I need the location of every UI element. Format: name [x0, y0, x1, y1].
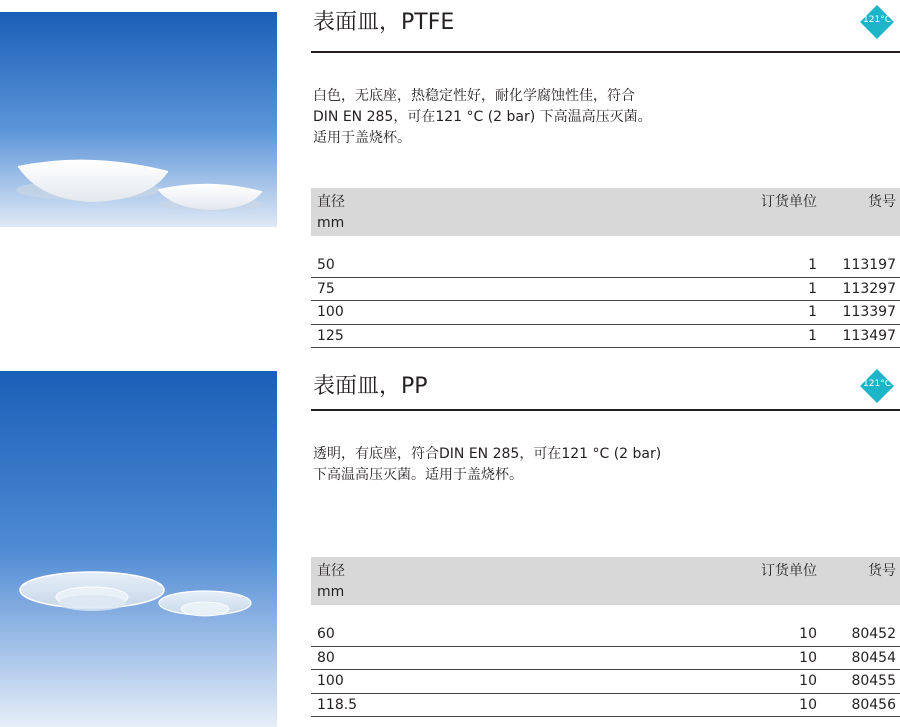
cell-diameter: 75 [317, 280, 335, 297]
header-catalog-number: 货号 [868, 563, 896, 579]
cell-diameter: 60 [317, 626, 335, 642]
table-row [311, 623, 900, 647]
header-unit: mm [317, 584, 345, 600]
cell-catalog-number: 113297 [842, 280, 896, 297]
description-line: DIN EN 285，可在121 °C (2 bar) 下高温高压灭菌。 [313, 109, 652, 125]
cell-diameter: 80 [317, 649, 335, 666]
header-order-unit: 订货单位 [761, 194, 817, 210]
cell-catalog-number: 113197 [842, 257, 896, 273]
product-photo-ptfe [0, 12, 277, 227]
cell-order-unit: 1 [808, 257, 817, 273]
product-table-body [311, 623, 900, 717]
product-table-body [311, 254, 900, 348]
title-divider [311, 409, 900, 411]
table-header [311, 188, 900, 236]
table-row [311, 325, 900, 349]
description-line: 透明，有底座，符合DIN EN 285，可在121 °C (2 bar) [313, 446, 662, 462]
table-row [311, 647, 900, 671]
description-line: 白色，无底座，热稳定性好，耐化学腐蚀性佳，符合 [313, 88, 635, 104]
cell-diameter: 100 [317, 673, 344, 689]
cell-catalog-number: 80452 [851, 626, 896, 642]
product-title: 表面皿，PP [313, 374, 428, 399]
autoclave-temperature-badge [860, 369, 894, 403]
header-catalog-number: 货号 [868, 194, 896, 210]
cell-diameter: 118.5 [317, 696, 358, 713]
cell-diameter: 50 [317, 257, 335, 273]
header-diameter: 直径 [317, 194, 345, 210]
table-row [311, 301, 900, 325]
cell-order-unit: 1 [808, 280, 817, 297]
product-photo-pp [0, 371, 277, 727]
badge-temperature-text: 121°C [863, 15, 891, 25]
table-row [311, 694, 900, 718]
product-title: 表面皿，PTFE [313, 10, 455, 35]
header-diameter: 直径 [317, 563, 345, 579]
cell-catalog-number: 113497 [842, 327, 896, 344]
title-divider [311, 51, 900, 53]
autoclave-temperature-badge [860, 5, 894, 39]
cell-diameter: 100 [317, 304, 344, 320]
cell-order-unit: 10 [799, 626, 817, 642]
table-header [311, 557, 900, 605]
product-description [313, 444, 661, 486]
cell-order-unit: 10 [799, 649, 817, 666]
cell-order-unit: 1 [808, 327, 817, 344]
table-row [311, 254, 900, 278]
cell-catalog-number: 80455 [851, 673, 896, 689]
cell-order-unit: 10 [799, 673, 817, 689]
cell-catalog-number: 80454 [851, 649, 896, 666]
cell-order-unit: 1 [808, 304, 817, 320]
badge-temperature-text: 121°C [863, 379, 891, 389]
description-line: 适用于盖烧杯。 [313, 130, 411, 146]
product-description [313, 86, 652, 149]
description-line: 下高温高压灭菌。适用于盖烧杯。 [313, 467, 523, 483]
table-row [311, 278, 900, 302]
cell-catalog-number: 113397 [842, 304, 896, 320]
cell-order-unit: 10 [799, 696, 817, 713]
header-unit: mm [317, 215, 345, 231]
table-row [311, 670, 900, 694]
cell-diameter: 125 [317, 327, 344, 344]
cell-catalog-number: 80456 [851, 696, 896, 713]
header-order-unit: 订货单位 [761, 563, 817, 579]
